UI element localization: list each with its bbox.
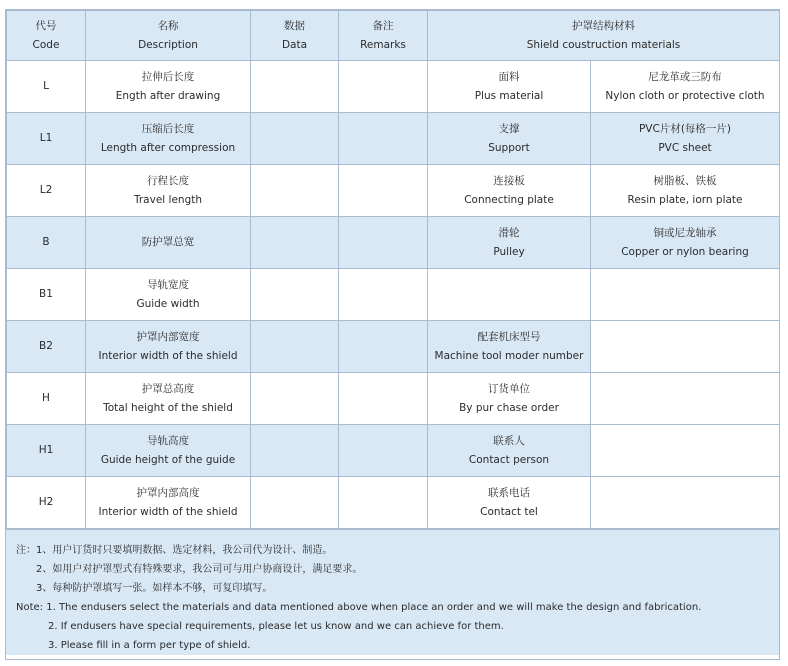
- header-remarks: 备注 Remarks: [339, 11, 428, 61]
- cell-material: 联系电话 Contact tel: [428, 477, 591, 529]
- cell-description: 护罩总高度 Total height of the shield: [86, 373, 251, 425]
- header-data: 数据 Data: [251, 11, 339, 61]
- cell-code: H2: [7, 477, 86, 529]
- cell-description: 导轨高度 Guide height of the guide: [86, 425, 251, 477]
- shield-order-form: [5, 9, 780, 660]
- cell-remarks: [339, 269, 428, 321]
- cell-remarks: [339, 113, 428, 165]
- cell-material-option: 尼龙革或三防布 Nylon cloth or protective cloth: [591, 61, 780, 113]
- cell-description: 行程长度 Travel length: [86, 165, 251, 217]
- note-en-1: Note: 1. The endusers select the materials and data mentioned above when place an order and we will make the design and fabrication.: [16, 602, 702, 613]
- cell-code: B: [7, 217, 86, 269]
- cell-data: [251, 113, 339, 165]
- cell-material-option: 树脂板、铁板 Resin plate, iorn plate: [591, 165, 780, 217]
- cell-remarks: [339, 321, 428, 373]
- table-row: [7, 113, 780, 165]
- cell-description: 护罩内部高度 Interior width of the shield: [86, 477, 251, 529]
- cell-material-option: 铜或尼龙轴承 Copper or nylon bearing: [591, 217, 780, 269]
- cell-remarks: [339, 373, 428, 425]
- cell-material-option: [591, 425, 780, 477]
- cell-code: L1: [7, 113, 86, 165]
- cell-description: 压缩后长度 Length after compression: [86, 113, 251, 165]
- cell-remarks: [339, 477, 428, 529]
- table-row: [7, 373, 780, 425]
- cell-description: 护罩内部宽度 Interior width of the shield: [86, 321, 251, 373]
- note-cn-3: 3、每种防护罩填写一张。如样本不够，可复印填写。: [36, 583, 273, 594]
- cell-data: [251, 373, 339, 425]
- cell-material: 滑轮 Pulley: [428, 217, 591, 269]
- cell-code: H1: [7, 425, 86, 477]
- note-cn-1: 注：1、用户订货时只要填明数据、选定材料，我公司代为设计、制造。: [16, 545, 333, 556]
- table-row: [7, 425, 780, 477]
- note-cn-2: 2、如用户对护罩型式有特殊要求，我公司可与用户协商设计，满足要求。: [36, 564, 363, 575]
- cell-remarks: [339, 61, 428, 113]
- cell-remarks: [339, 425, 428, 477]
- cell-material-option: [591, 373, 780, 425]
- note-en-3: 3. Please fill in a form per type of shield.: [48, 640, 251, 651]
- header-code: 代号 Code: [7, 11, 86, 61]
- note-en-2: 2. If endusers have special requirements, please let us know and we can achieve for them.: [48, 621, 504, 632]
- table-row: [7, 477, 780, 529]
- table-row: [7, 217, 780, 269]
- cell-code: L: [7, 61, 86, 113]
- header-description: 名称 Description: [86, 11, 251, 61]
- cell-material-option: PVC片材(每格一片) PVC sheet: [591, 113, 780, 165]
- cell-material: 配套机床型号 Machine tool moder number: [428, 321, 591, 373]
- table-row: [7, 269, 780, 321]
- cell-code: B2: [7, 321, 86, 373]
- cell-remarks: [339, 217, 428, 269]
- notes-section: [6, 529, 779, 655]
- cell-code: B1: [7, 269, 86, 321]
- cell-data: [251, 321, 339, 373]
- cell-data: [251, 269, 339, 321]
- cell-remarks: [339, 165, 428, 217]
- table-row: [7, 321, 780, 373]
- cell-description: 导轨宽度 Guide width: [86, 269, 251, 321]
- cell-description: 防护罩总宽: [86, 217, 251, 269]
- cell-material: 支撑 Support: [428, 113, 591, 165]
- cell-description: 拉伸后长度 Ength after drawing: [86, 61, 251, 113]
- cell-material: 连接板 Connecting plate: [428, 165, 591, 217]
- header-materials: 护罩结构材料 Shield coustruction materials: [428, 11, 780, 61]
- cell-material-option: [591, 269, 780, 321]
- cell-data: [251, 165, 339, 217]
- cell-data: [251, 61, 339, 113]
- cell-material: [428, 269, 591, 321]
- specification-table: [6, 10, 780, 529]
- cell-material: 联系人 Contact person: [428, 425, 591, 477]
- table-row: [7, 61, 780, 113]
- cell-material-option: [591, 477, 780, 529]
- cell-data: [251, 217, 339, 269]
- cell-material: 面料 Plus material: [428, 61, 591, 113]
- header-row: [7, 11, 780, 61]
- cell-code: H: [7, 373, 86, 425]
- cell-data: [251, 425, 339, 477]
- table-row: [7, 165, 780, 217]
- cell-material: 订货单位 By pur chase order: [428, 373, 591, 425]
- cell-code: L2: [7, 165, 86, 217]
- cell-material-option: [591, 321, 780, 373]
- cell-data: [251, 477, 339, 529]
